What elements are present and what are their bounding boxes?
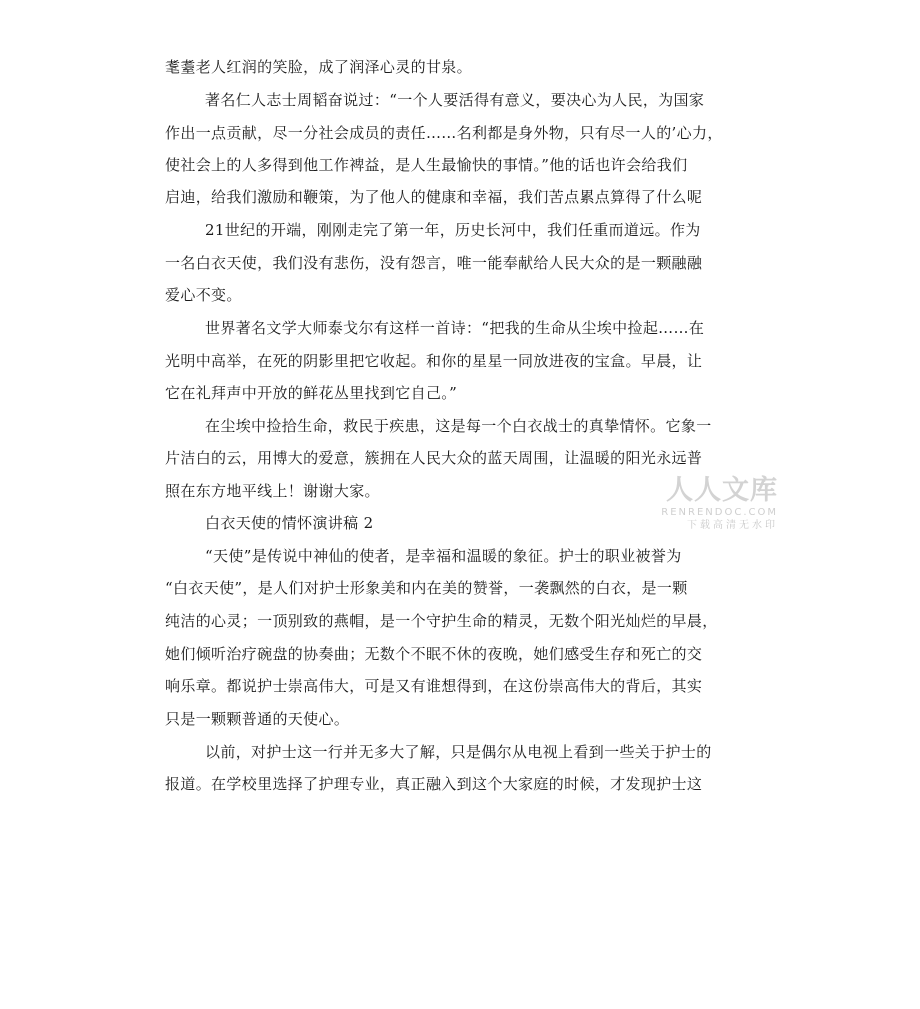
text-line: 它在礼拜声中开放的鲜花丛里找到它自己。” xyxy=(165,384,458,402)
text-line: 在尘埃中捡拾生命，救民于疾患，这是每一个白衣战士的真挚情怀。它象一 xyxy=(205,417,712,435)
text-line: 片洁白的云，用博大的爱意，簇拥在人民大众的蓝天周围，让温暖的阳光永远普 xyxy=(165,449,703,467)
text-line: 启迪，给我们激励和鞭策，为了他人的健康和幸福，我们苦点累点算得了什么呢 xyxy=(165,188,703,206)
watermark-tagline: 下载高清无水印 xyxy=(687,520,778,531)
text-line: 以前，对护士这一行并无多大了解，只是偶尔从电视上看到一些关于护士的 xyxy=(205,743,712,761)
watermark-url: RENRENDOC.COM xyxy=(661,507,778,518)
text-line: “天使”是传说中神仙的使者，是幸福和温暖的象征。护士的职业被誉为 xyxy=(205,547,682,565)
text-line: 使社会上的人多得到他工作裨益，是人生最愉快的事情。”他的话也许会给我们 xyxy=(165,156,688,174)
text-line: 只是一颗颗普通的天使心。 xyxy=(165,710,350,728)
text-line: “白衣天使”，是人们对护士形象美和内在美的赞誉，一袭飘然的白衣，是一颗 xyxy=(165,579,688,597)
text-line: 她们倾听治疗碗盘的协奏曲；无数个不眠不休的夜晚，她们感受生存和死亡的交 xyxy=(165,645,703,663)
text-line: 一名白衣天使，我们没有悲伤，没有怨言，唯一能奉献给人民大众的是一颗融融 xyxy=(165,254,703,272)
text-line: 21世纪的开端，刚刚走完了第一年，历史长河中，我们任重而道远。作为 xyxy=(205,221,701,239)
text-line: 纯洁的心灵；一顶别致的燕帽，是一个守护生命的精灵，无数个阳光灿烂的早晨， xyxy=(165,612,718,630)
text-line: 耄耋老人红润的笑脸，成了润泽心灵的甘泉。 xyxy=(165,58,473,76)
watermark-logo xyxy=(648,476,778,532)
text-line: 响乐章。都说护士崇高伟大，可是又有谁想得到，在这份崇高伟大的背后，其实 xyxy=(165,677,703,695)
section-heading: 白衣天使的情怀演讲稿 2 xyxy=(205,514,374,532)
text-line: 光明中高举，在死的阴影里把它收起。和你的星星一同放进夜的宝盒。早晨，让 xyxy=(165,352,703,370)
text-line: 照在东方地平线上！谢谢大家。 xyxy=(165,482,380,500)
watermark-title: 人人文库 xyxy=(666,475,778,506)
text-line: 著名仁人志士周韬奋说过：“一个人要活得有意义，要决心为人民，为国家 xyxy=(205,91,705,109)
text-line: 爱心不变。 xyxy=(165,286,242,304)
text-line: 作出一点贡献，尽一分社会成员的责任……名利都是身外物，只有尽一人的’心力， xyxy=(165,124,723,142)
text-line: 报道。在学校里选择了护理专业，真正融入到这个大家庭的时候，才发现护士这 xyxy=(165,775,703,793)
text-line: 世界著名文学大师泰戈尔有这样一首诗：“把我的生命从尘埃中捡起……在 xyxy=(205,319,705,337)
